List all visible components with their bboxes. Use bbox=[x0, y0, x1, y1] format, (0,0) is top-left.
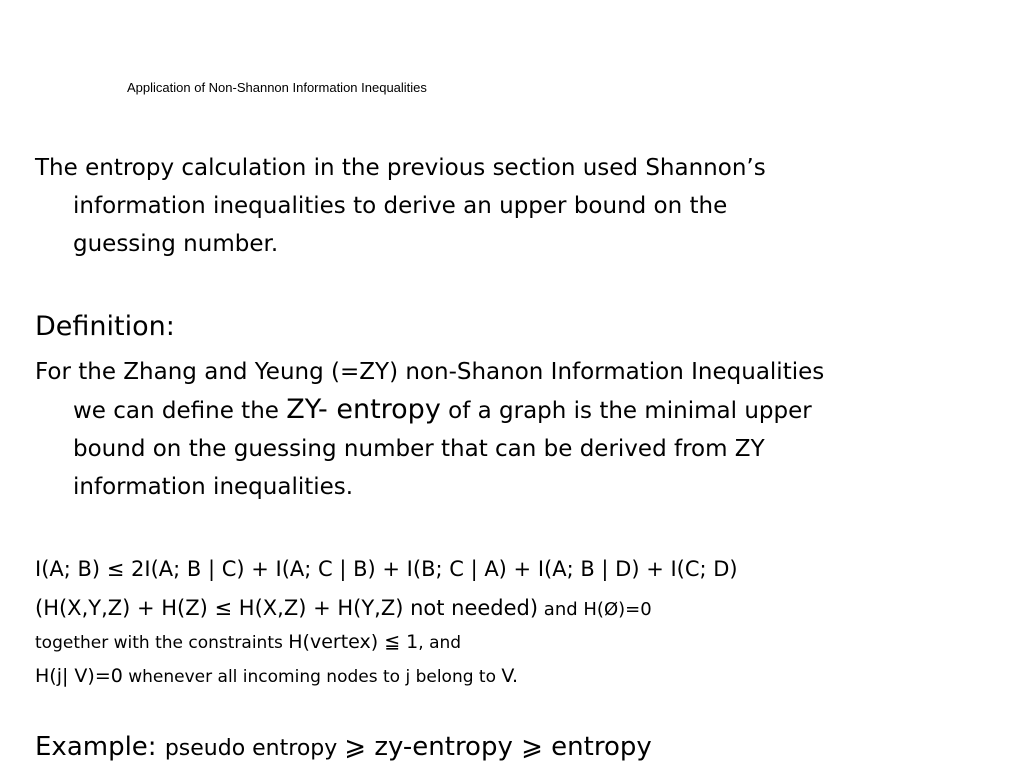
paragraph-line: information inequalities to derive an upper bound on the bbox=[73, 193, 728, 219]
incoming-nodes-constraint bbox=[35, 662, 518, 691]
paragraph-line bbox=[35, 391, 995, 430]
entropy-paragraph bbox=[35, 149, 995, 263]
paragraph-line: The entropy calculation in the previous section used Shannon’s bbox=[35, 155, 766, 181]
zy-inequality: I(A; B) ≤ 2I(A; B | C) + I(A; C | B) + I(B; C | A) + I(A; B | D) + I(C; D) bbox=[35, 557, 738, 581]
text-run: , and bbox=[418, 633, 462, 653]
paragraph-line: For the Zhang and Yeung (=ZY) non-Shanon Information Inequalities bbox=[35, 359, 825, 385]
paragraph-line: information inequalities. bbox=[73, 474, 354, 500]
paragraph-line: bound on the guessing number that can be derived from ZY bbox=[73, 436, 765, 462]
text-run: whenever all incoming nodes to j belong to bbox=[122, 667, 502, 687]
text-run: ⩾ zy-entropy ⩾ entropy bbox=[344, 732, 652, 762]
definition-paragraph bbox=[35, 353, 995, 506]
text-run: and H(Ø)=0 bbox=[538, 599, 652, 620]
text-run: we can define the bbox=[73, 398, 287, 424]
vertex-constraint bbox=[35, 628, 461, 657]
paragraph-line: guessing number. bbox=[73, 231, 279, 257]
definition-heading: Definition: bbox=[35, 311, 175, 342]
example-line bbox=[35, 728, 652, 768]
text-run: V. bbox=[501, 665, 518, 687]
example-label: Example: bbox=[35, 732, 165, 762]
text-run: pseudo entropy bbox=[164, 736, 345, 761]
shannon-inequality-note bbox=[35, 592, 652, 626]
text-run: H(j| V)=0 bbox=[35, 665, 123, 687]
text-run: (H(X,Y,Z) + H(Z) ≤ H(X,Z) + H(Y,Z) not needed) bbox=[35, 596, 539, 620]
text-run: together with the constraints bbox=[35, 633, 289, 653]
slide-title: Application of Non-Shannon Information Inequalities bbox=[127, 80, 427, 95]
zy-entropy-term: ZY- entropy bbox=[286, 394, 441, 425]
text-run: of a graph is the minimal upper bbox=[440, 398, 812, 424]
text-run: H(vertex) ≦ 1 bbox=[288, 631, 419, 653]
